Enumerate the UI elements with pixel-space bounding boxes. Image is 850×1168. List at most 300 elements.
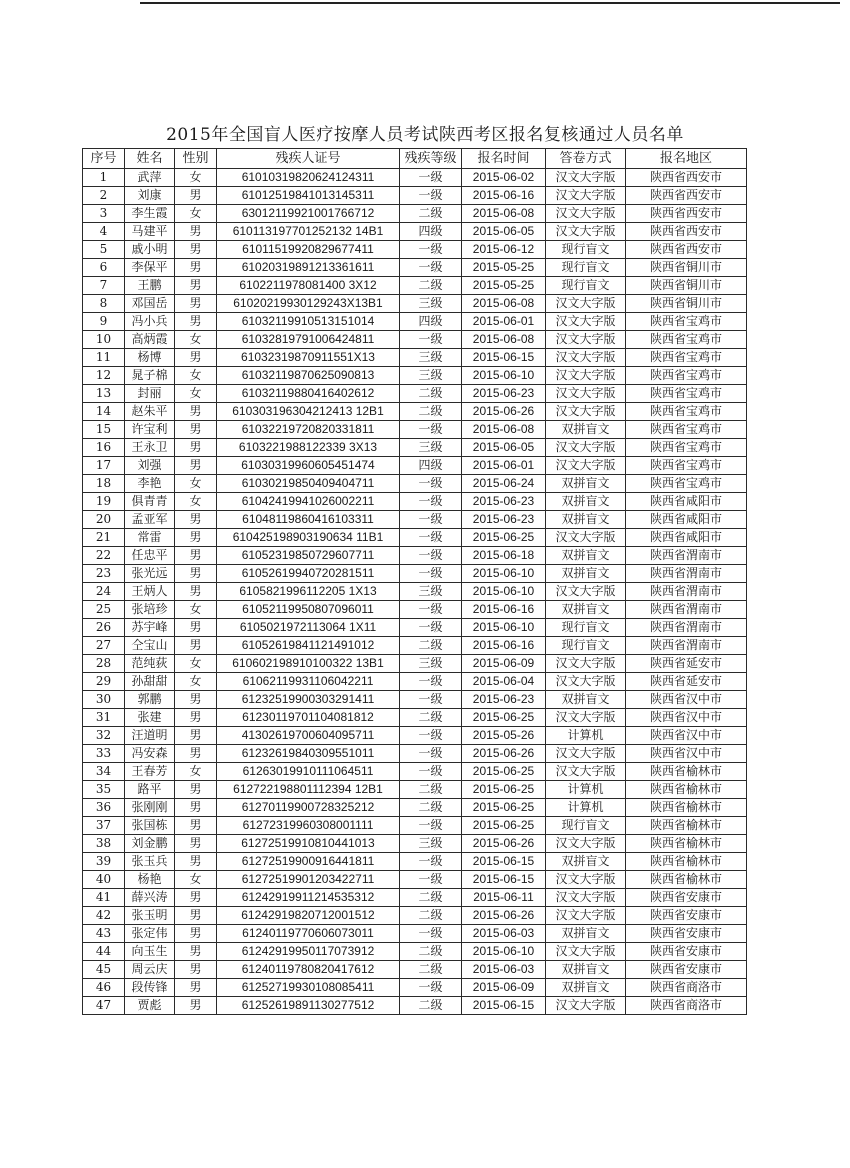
cell-name: 张定伟 [125, 925, 175, 943]
cell-name: 任忠平 [125, 547, 175, 565]
cell-index: 38 [83, 835, 125, 853]
cell-index: 34 [83, 763, 125, 781]
cell-disability-id: 61263019910111064511 [217, 763, 400, 781]
cell-region: 陕西省商洛市 [626, 979, 747, 997]
table-row [83, 637, 747, 655]
cell-disability-level: 二级 [400, 277, 462, 295]
cell-disability-level: 一级 [400, 727, 462, 745]
cell-name: 范纯荻 [125, 655, 175, 673]
table-row [83, 799, 747, 817]
cell-index: 28 [83, 655, 125, 673]
cell-registration-date: 2015-06-23 [462, 385, 546, 403]
cell-gender: 女 [175, 475, 217, 493]
cell-name: 王炳人 [125, 583, 175, 601]
cell-disability-id: 6105021972113064 1X11 [217, 619, 400, 637]
cell-index: 26 [83, 619, 125, 637]
table-row [83, 763, 747, 781]
table-row [83, 439, 747, 457]
cell-index: 23 [83, 565, 125, 583]
cell-name: 张刚刚 [125, 799, 175, 817]
cell-name: 赵朱平 [125, 403, 175, 421]
cell-disability-id: 61052319850729607711 [217, 547, 400, 565]
cell-index: 44 [83, 943, 125, 961]
cell-disability-level: 四级 [400, 223, 462, 241]
table-row [83, 907, 747, 925]
cell-index: 9 [83, 313, 125, 331]
cell-answer-format: 计算机 [546, 727, 626, 745]
cell-region: 陕西省渭南市 [626, 583, 747, 601]
cell-gender: 女 [175, 205, 217, 223]
cell-registration-date: 2015-06-25 [462, 763, 546, 781]
cell-name: 王鹏 [125, 277, 175, 295]
document-title: 2015年全国盲人医疗按摩人员考试陕西考区报名复核通过人员名单 [166, 125, 684, 145]
cell-answer-format: 双拼盲文 [546, 853, 626, 871]
cell-gender: 男 [175, 835, 217, 853]
table-row [83, 997, 747, 1015]
cell-gender: 男 [175, 421, 217, 439]
cell-index: 35 [83, 781, 125, 799]
cell-disability-level: 一级 [400, 511, 462, 529]
cell-region: 陕西省榆林市 [626, 871, 747, 889]
cell-registration-date: 2015-06-25 [462, 799, 546, 817]
cell-region: 陕西省宝鸡市 [626, 331, 747, 349]
cell-registration-date: 2015-06-01 [462, 457, 546, 475]
cell-region: 陕西省汉中市 [626, 745, 747, 763]
cell-disability-level: 三级 [400, 295, 462, 313]
cell-index: 31 [83, 709, 125, 727]
cell-gender: 男 [175, 619, 217, 637]
cell-disability-level: 二级 [400, 799, 462, 817]
cell-gender: 男 [175, 745, 217, 763]
cell-gender: 男 [175, 961, 217, 979]
cell-name: 苏宇峰 [125, 619, 175, 637]
table-row [83, 583, 747, 601]
cell-answer-format: 双拼盲文 [546, 475, 626, 493]
cell-name: 汪道明 [125, 727, 175, 745]
cell-disability-level: 一级 [400, 331, 462, 349]
roster-body [83, 169, 747, 1015]
cell-name: 孟亚军 [125, 511, 175, 529]
cell-answer-format: 现行盲文 [546, 619, 626, 637]
cell-region: 陕西省宝鸡市 [626, 439, 747, 457]
cell-index: 4 [83, 223, 125, 241]
cell-disability-id: 61032819791006424811 [217, 331, 400, 349]
table-row [83, 619, 747, 637]
cell-registration-date: 2015-06-25 [462, 781, 546, 799]
cell-index: 33 [83, 745, 125, 763]
cell-name: 刘康 [125, 187, 175, 205]
cell-index: 16 [83, 439, 125, 457]
cell-answer-format: 汉文大字版 [546, 709, 626, 727]
cell-gender: 女 [175, 673, 217, 691]
cell-region: 陕西省咸阳市 [626, 529, 747, 547]
cell-name: 冯安森 [125, 745, 175, 763]
cell-gender: 男 [175, 691, 217, 709]
cell-name: 向玉生 [125, 943, 175, 961]
cell-disability-id: 61270119900728325212 [217, 799, 400, 817]
cell-disability-level: 一级 [400, 259, 462, 277]
cell-region: 陕西省榆林市 [626, 835, 747, 853]
cell-region: 陕西省宝鸡市 [626, 313, 747, 331]
cell-disability-id: 61272319960308001111 [217, 817, 400, 835]
cell-gender: 男 [175, 817, 217, 835]
table-row [83, 691, 747, 709]
cell-answer-format: 汉文大字版 [546, 349, 626, 367]
table-row [83, 295, 747, 313]
cell-disability-level: 三级 [400, 439, 462, 457]
cell-registration-date: 2015-06-25 [462, 709, 546, 727]
cell-disability-level: 一级 [400, 979, 462, 997]
cell-disability-level: 一级 [400, 745, 462, 763]
cell-index: 24 [83, 583, 125, 601]
cell-answer-format: 汉文大字版 [546, 655, 626, 673]
cell-name: 王春芳 [125, 763, 175, 781]
col-header-answer-format: 答卷方式 [546, 149, 626, 169]
cell-disability-level: 一级 [400, 493, 462, 511]
cell-disability-level: 一级 [400, 187, 462, 205]
cell-name: 张国栋 [125, 817, 175, 835]
cell-gender: 男 [175, 727, 217, 745]
cell-disability-level: 三级 [400, 655, 462, 673]
cell-index: 12 [83, 367, 125, 385]
cell-disability-level: 三级 [400, 583, 462, 601]
table-row [83, 475, 747, 493]
cell-name: 段传锋 [125, 979, 175, 997]
cell-disability-id: 61052619940720281511 [217, 565, 400, 583]
cell-answer-format: 汉文大字版 [546, 871, 626, 889]
cell-registration-date: 2015-06-26 [462, 403, 546, 421]
cell-index: 15 [83, 421, 125, 439]
cell-disability-level: 一级 [400, 925, 462, 943]
table-row [83, 817, 747, 835]
cell-disability-id: 61042419941026002211 [217, 493, 400, 511]
cell-registration-date: 2015-06-16 [462, 637, 546, 655]
table-row [83, 511, 747, 529]
col-header-gender: 性别 [175, 149, 217, 169]
cell-gender: 男 [175, 979, 217, 997]
cell-disability-id: 61030319960605451474 [217, 457, 400, 475]
table-row [83, 655, 747, 673]
cell-index: 7 [83, 277, 125, 295]
cell-gender: 男 [175, 925, 217, 943]
cell-disability-id: 612722198801112394 12B1 [217, 781, 400, 799]
cell-answer-format: 汉文大字版 [546, 439, 626, 457]
cell-region: 陕西省咸阳市 [626, 493, 747, 511]
cell-disability-level: 三级 [400, 367, 462, 385]
cell-disability-level: 二级 [400, 889, 462, 907]
cell-gender: 女 [175, 655, 217, 673]
cell-gender: 男 [175, 223, 217, 241]
cell-region: 陕西省汉中市 [626, 727, 747, 745]
cell-gender: 男 [175, 799, 217, 817]
cell-disability-level: 二级 [400, 205, 462, 223]
cell-registration-date: 2015-06-03 [462, 961, 546, 979]
cell-disability-id: 610303196304212413 12B1 [217, 403, 400, 421]
cell-registration-date: 2015-06-11 [462, 889, 546, 907]
cell-index: 29 [83, 673, 125, 691]
cell-registration-date: 2015-06-26 [462, 907, 546, 925]
cell-region: 陕西省铜川市 [626, 277, 747, 295]
cell-disability-level: 三级 [400, 349, 462, 367]
table-row [83, 313, 747, 331]
cell-registration-date: 2015-06-16 [462, 187, 546, 205]
cell-gender: 男 [175, 997, 217, 1015]
cell-name: 薛兴涛 [125, 889, 175, 907]
cell-region: 陕西省宝鸡市 [626, 385, 747, 403]
cell-region: 陕西省渭南市 [626, 619, 747, 637]
cell-disability-id: 41302619700604095711 [217, 727, 400, 745]
cell-region: 陕西省榆林市 [626, 799, 747, 817]
table-row [83, 925, 747, 943]
cell-disability-id: 61020219930129243X13B1 [217, 295, 400, 313]
cell-gender: 女 [175, 601, 217, 619]
col-header-name: 姓名 [125, 149, 175, 169]
cell-disability-id: 61232619840309551011 [217, 745, 400, 763]
cell-answer-format: 双拼盲文 [546, 565, 626, 583]
cell-name: 张培珍 [125, 601, 175, 619]
cell-registration-date: 2015-06-05 [462, 439, 546, 457]
cell-index: 3 [83, 205, 125, 223]
cell-index: 19 [83, 493, 125, 511]
cell-name: 杨博 [125, 349, 175, 367]
cell-registration-date: 2015-06-03 [462, 925, 546, 943]
cell-registration-date: 2015-06-10 [462, 619, 546, 637]
table-row [83, 187, 747, 205]
cell-disability-level: 一级 [400, 601, 462, 619]
cell-index: 46 [83, 979, 125, 997]
cell-name: 高炳霞 [125, 331, 175, 349]
cell-name: 刘强 [125, 457, 175, 475]
cell-registration-date: 2015-06-15 [462, 997, 546, 1015]
cell-region: 陕西省渭南市 [626, 565, 747, 583]
cell-gender: 男 [175, 637, 217, 655]
cell-disability-id: 6102211978081400 3X12 [217, 277, 400, 295]
cell-answer-format: 双拼盲文 [546, 511, 626, 529]
table-row [83, 403, 747, 421]
cell-disability-level: 二级 [400, 403, 462, 421]
cell-disability-level: 四级 [400, 457, 462, 475]
table-row [83, 349, 747, 367]
cell-registration-date: 2015-06-25 [462, 817, 546, 835]
table-row [83, 871, 747, 889]
cell-region: 陕西省榆林市 [626, 817, 747, 835]
cell-region: 陕西省铜川市 [626, 295, 747, 313]
table-row [83, 169, 747, 187]
cell-name: 张光远 [125, 565, 175, 583]
cell-gender: 女 [175, 763, 217, 781]
cell-disability-level: 四级 [400, 313, 462, 331]
cell-region: 陕西省安康市 [626, 889, 747, 907]
cell-name: 冯小兵 [125, 313, 175, 331]
cell-disability-id: 61230119701104081812 [217, 709, 400, 727]
cell-answer-format: 汉文大字版 [546, 385, 626, 403]
cell-index: 40 [83, 871, 125, 889]
cell-gender: 女 [175, 493, 217, 511]
cell-name: 孙甜甜 [125, 673, 175, 691]
cell-region: 陕西省延安市 [626, 655, 747, 673]
cell-disability-id: 61032319870911551X13 [217, 349, 400, 367]
cell-registration-date: 2015-05-25 [462, 277, 546, 295]
header-row [83, 149, 747, 169]
cell-gender: 男 [175, 313, 217, 331]
cell-disability-id: 61011519920829677411 [217, 241, 400, 259]
cell-gender: 男 [175, 943, 217, 961]
table-row [83, 601, 747, 619]
cell-gender: 男 [175, 349, 217, 367]
cell-answer-format: 双拼盲文 [546, 925, 626, 943]
cell-name: 常雷 [125, 529, 175, 547]
cell-registration-date: 2015-06-26 [462, 835, 546, 853]
table-row [83, 673, 747, 691]
cell-gender: 男 [175, 781, 217, 799]
cell-answer-format: 汉文大字版 [546, 583, 626, 601]
table-row [83, 421, 747, 439]
cell-region: 陕西省西安市 [626, 241, 747, 259]
cell-name: 刘金鹏 [125, 835, 175, 853]
cell-answer-format: 汉文大字版 [546, 187, 626, 205]
cell-region: 陕西省渭南市 [626, 601, 747, 619]
cell-registration-date: 2015-05-25 [462, 259, 546, 277]
col-header-disability-id: 残疾人证号 [217, 149, 400, 169]
cell-disability-id: 61272519900916441811 [217, 853, 400, 871]
cell-index: 5 [83, 241, 125, 259]
cell-index: 11 [83, 349, 125, 367]
cell-answer-format: 现行盲文 [546, 637, 626, 655]
cell-registration-date: 2015-06-10 [462, 583, 546, 601]
cell-index: 45 [83, 961, 125, 979]
cell-disability-id: 6105821996112205 1X13 [217, 583, 400, 601]
cell-name: 张建 [125, 709, 175, 727]
cell-answer-format: 计算机 [546, 799, 626, 817]
cell-disability-id: 610602198910100322 13B1 [217, 655, 400, 673]
cell-registration-date: 2015-06-16 [462, 601, 546, 619]
cell-region: 陕西省汉中市 [626, 691, 747, 709]
cell-region: 陕西省延安市 [626, 673, 747, 691]
cell-registration-date: 2015-06-09 [462, 655, 546, 673]
cell-region: 陕西省咸阳市 [626, 511, 747, 529]
cell-disability-level: 二级 [400, 907, 462, 925]
cell-disability-id: 61272519901203422711 [217, 871, 400, 889]
cell-index: 30 [83, 691, 125, 709]
cell-answer-format: 现行盲文 [546, 259, 626, 277]
cell-index: 42 [83, 907, 125, 925]
cell-region: 陕西省安康市 [626, 943, 747, 961]
cell-answer-format: 双拼盲文 [546, 547, 626, 565]
cell-registration-date: 2015-06-18 [462, 547, 546, 565]
cell-index: 20 [83, 511, 125, 529]
cell-disability-id: 61032119880416402612 [217, 385, 400, 403]
cell-registration-date: 2015-06-10 [462, 565, 546, 583]
cell-name: 俱青青 [125, 493, 175, 511]
cell-registration-date: 2015-06-08 [462, 205, 546, 223]
cell-disability-level: 一级 [400, 871, 462, 889]
cell-region: 陕西省西安市 [626, 169, 747, 187]
cell-disability-id: 61032119910513151014 [217, 313, 400, 331]
cell-answer-format: 双拼盲文 [546, 691, 626, 709]
cell-answer-format: 汉文大字版 [546, 223, 626, 241]
cell-disability-level: 二级 [400, 637, 462, 655]
table-row [83, 727, 747, 745]
cell-disability-id: 61242919820712001512 [217, 907, 400, 925]
roster-table [82, 148, 747, 1015]
cell-disability-level: 一级 [400, 421, 462, 439]
table-row [83, 781, 747, 799]
cell-region: 陕西省榆林市 [626, 853, 747, 871]
cell-name: 仝宝山 [125, 637, 175, 655]
cell-name: 李艳 [125, 475, 175, 493]
cell-disability-id: 61240119780820417612 [217, 961, 400, 979]
cell-name: 张玉明 [125, 907, 175, 925]
cell-disability-id: 61242919950117073912 [217, 943, 400, 961]
cell-name: 武萍 [125, 169, 175, 187]
cell-disability-level: 一级 [400, 853, 462, 871]
cell-registration-date: 2015-06-10 [462, 367, 546, 385]
cell-registration-date: 2015-06-12 [462, 241, 546, 259]
table-row [83, 529, 747, 547]
table-row [83, 835, 747, 853]
cell-gender: 男 [175, 511, 217, 529]
cell-registration-date: 2015-06-26 [462, 745, 546, 763]
cell-disability-id: 61242919911214535312 [217, 889, 400, 907]
cell-index: 1 [83, 169, 125, 187]
cell-registration-date: 2015-06-23 [462, 691, 546, 709]
scan-top-edge-line [140, 2, 840, 4]
table-row [83, 457, 747, 475]
cell-answer-format: 双拼盲文 [546, 421, 626, 439]
cell-name: 许宝利 [125, 421, 175, 439]
cell-name: 封丽 [125, 385, 175, 403]
cell-answer-format: 计算机 [546, 781, 626, 799]
cell-gender: 男 [175, 439, 217, 457]
table-row [83, 745, 747, 763]
cell-gender: 女 [175, 385, 217, 403]
cell-disability-level: 二级 [400, 997, 462, 1015]
cell-answer-format: 汉文大字版 [546, 295, 626, 313]
cell-disability-id: 6103221988122339 3X13 [217, 439, 400, 457]
table-row [83, 853, 747, 871]
cell-name: 杨艳 [125, 871, 175, 889]
cell-disability-id: 61272519910810441013 [217, 835, 400, 853]
cell-name: 李保平 [125, 259, 175, 277]
cell-answer-format: 双拼盲文 [546, 979, 626, 997]
cell-disability-level: 一级 [400, 241, 462, 259]
cell-disability-level: 一级 [400, 529, 462, 547]
cell-answer-format: 汉文大字版 [546, 907, 626, 925]
cell-disability-id: 61252719930108085411 [217, 979, 400, 997]
col-header-disability-level: 残疾等级 [400, 149, 462, 169]
cell-disability-id: 61030219850409404711 [217, 475, 400, 493]
cell-disability-level: 二级 [400, 709, 462, 727]
cell-answer-format: 现行盲文 [546, 817, 626, 835]
cell-index: 14 [83, 403, 125, 421]
cell-disability-level: 一级 [400, 475, 462, 493]
cell-index: 10 [83, 331, 125, 349]
cell-disability-id: 61062119931106042211 [217, 673, 400, 691]
cell-answer-format: 汉文大字版 [546, 403, 626, 421]
cell-region: 陕西省西安市 [626, 205, 747, 223]
cell-answer-format: 汉文大字版 [546, 457, 626, 475]
cell-region: 陕西省安康市 [626, 961, 747, 979]
cell-index: 18 [83, 475, 125, 493]
cell-disability-level: 一级 [400, 169, 462, 187]
cell-gender: 男 [175, 457, 217, 475]
cell-name: 李生霞 [125, 205, 175, 223]
cell-disability-id: 61052619841121491012 [217, 637, 400, 655]
cell-disability-id: 61052119950807096011 [217, 601, 400, 619]
cell-gender: 女 [175, 331, 217, 349]
cell-registration-date: 2015-06-08 [462, 331, 546, 349]
cell-index: 43 [83, 925, 125, 943]
